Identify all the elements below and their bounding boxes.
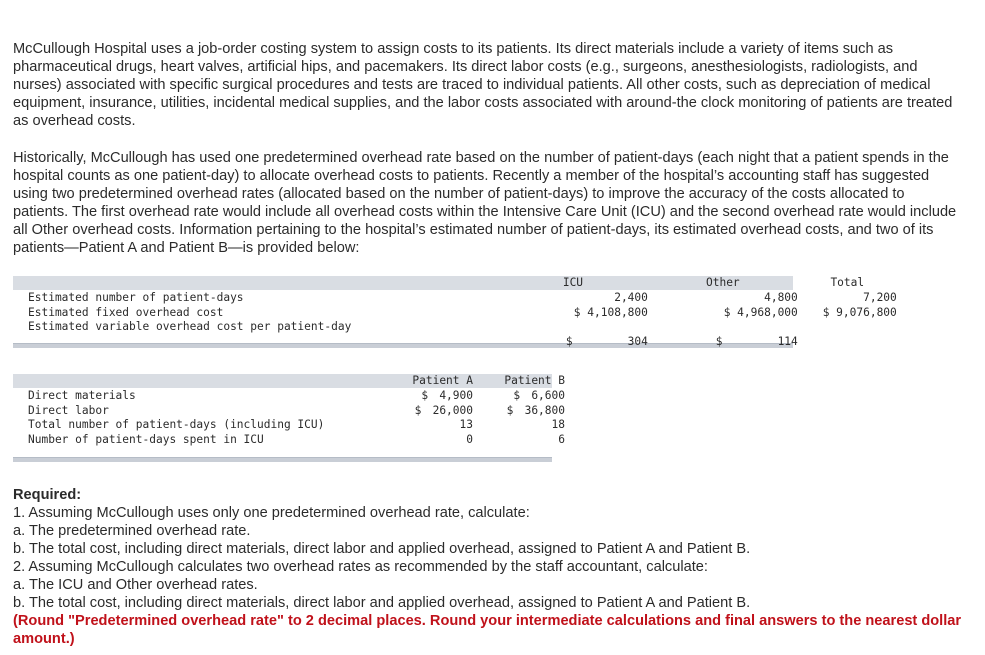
other-currency: $: [715, 335, 723, 349]
row-label: Direct labor: [28, 403, 109, 417]
icu-value: 2,400: [614, 290, 648, 304]
header-patient-b: Patient B: [504, 374, 565, 387]
patient-b-value: 18: [551, 418, 565, 432]
required-line-2: 2. Assuming McCullough calculates two overhead rates as recommended by the staff accountant, calculate:: [13, 559, 708, 575]
row-label: Total number of patient-days (including ICU): [28, 418, 325, 432]
estimates-table: [13, 276, 897, 365]
table-row: [13, 404, 565, 419]
required-line-1b: b. The total cost, including direct materials, direct labor and applied overhead, assigned to Patient A and Patient B.: [13, 541, 751, 557]
row-label: Estimated number of patient-days: [28, 290, 244, 304]
patient-a-value: 4,900: [439, 388, 473, 402]
required-title: Required:: [13, 487, 82, 503]
patient-a-currency: $: [414, 403, 422, 417]
table-row: [13, 389, 565, 404]
icu-value: 304: [627, 335, 648, 349]
patient-b-value: 6,600: [531, 388, 565, 402]
row-label: Estimated variable overhead cost per patient-day: [28, 320, 352, 334]
patient-b-currency: $: [513, 388, 521, 402]
rounding-note: (Round "Predetermined overhead rate" to 2 decimal places. Round your intermediate calculations and final answers to the nearest dollar amount.): [13, 613, 962, 647]
total-value: [798, 320, 897, 364]
other-value: 4,800: [764, 290, 798, 304]
required-line-2b: b. The total cost, including direct materials, direct labor and applied overhead, assigned to Patient A and Patient B.: [13, 595, 751, 611]
estimates-header-row: [13, 276, 897, 291]
table-row: [13, 418, 565, 433]
patient-a-value: 13: [459, 418, 473, 432]
required-line-1: 1. Assuming McCullough uses only one predetermined overhead rate, calculate:: [13, 505, 530, 521]
row-label: Number of patient-days spent in ICU: [28, 433, 264, 447]
patient-b-value: 6: [558, 433, 565, 447]
row-label: Estimated fixed overhead cost: [28, 305, 224, 319]
table-row: [13, 306, 897, 321]
header-patient-a: Patient A: [412, 374, 473, 387]
intro-paragraph-2: Historically, McCullough has used one predetermined overhead rate based on the number of patient-days (each night that a patient spends in the hospital counts as one patient-day) to allocate overhead costs to patients. Recently a member of the hospital’s accounting staff has suggested using two predetermined overhead rates (allocated based on the number of patient-days) to improve the accuracy of the costs allocated to patients. The first overhead rate would include all overhead costs within the Intensive Care Unit (ICU) and the second overhead rate would include all Other overhead costs. Information pertaining to the hospital’s estimated number of patient-days, its estimated overhead costs, and two of its patients—Patient A and Patient B—is provided below:: [13, 150, 957, 256]
patient-b-value: 36,800: [524, 403, 565, 417]
required-line-2a: a. The ICU and Other overhead rates.: [13, 577, 258, 593]
table-row: [13, 291, 897, 306]
header-other: Other: [705, 276, 740, 289]
icu-currency: $: [565, 335, 573, 349]
table-row: [13, 433, 565, 448]
patients-table: [13, 374, 565, 448]
patient-a-currency: $: [421, 388, 429, 402]
icu-value: $ 4,108,800: [573, 305, 648, 319]
other-value: 114: [777, 335, 798, 349]
row-label: Direct materials: [28, 388, 136, 402]
patients-table-bottom-rule: [13, 457, 552, 462]
intro-paragraph-1: McCullough Hospital uses a job-order costing system to assign costs to its patients. Its direct materials include a variety of items such as pharmaceutical drugs, heart valves, artificial hips, and pacemakers. Its direct labor costs (e.g., surgeons, anesthesiologists, radiologists, and nurses) associated with specific surgical procedures and tests are traced to individual patients. All other costs, such as depreciation of medical equipment, insurance, utilities, incidental medical supplies, and the labor costs associated with around-the clock monitoring of patients are treated as overhead costs.: [13, 41, 953, 129]
patient-a-value: 0: [466, 433, 473, 447]
patients-header-row: [13, 374, 565, 389]
header-icu: ICU: [562, 276, 584, 289]
other-value: $ 4,968,000: [723, 305, 798, 319]
patient-b-currency: $: [506, 403, 514, 417]
required-section: [13, 486, 973, 648]
patient-a-value: 26,000: [432, 403, 473, 417]
required-line-1a: a. The predetermined overhead rate.: [13, 523, 251, 539]
total-value: 7,200: [863, 290, 897, 304]
header-total: Total: [830, 276, 865, 289]
table-row: [13, 320, 897, 364]
total-value: $ 9,076,800: [822, 305, 897, 319]
